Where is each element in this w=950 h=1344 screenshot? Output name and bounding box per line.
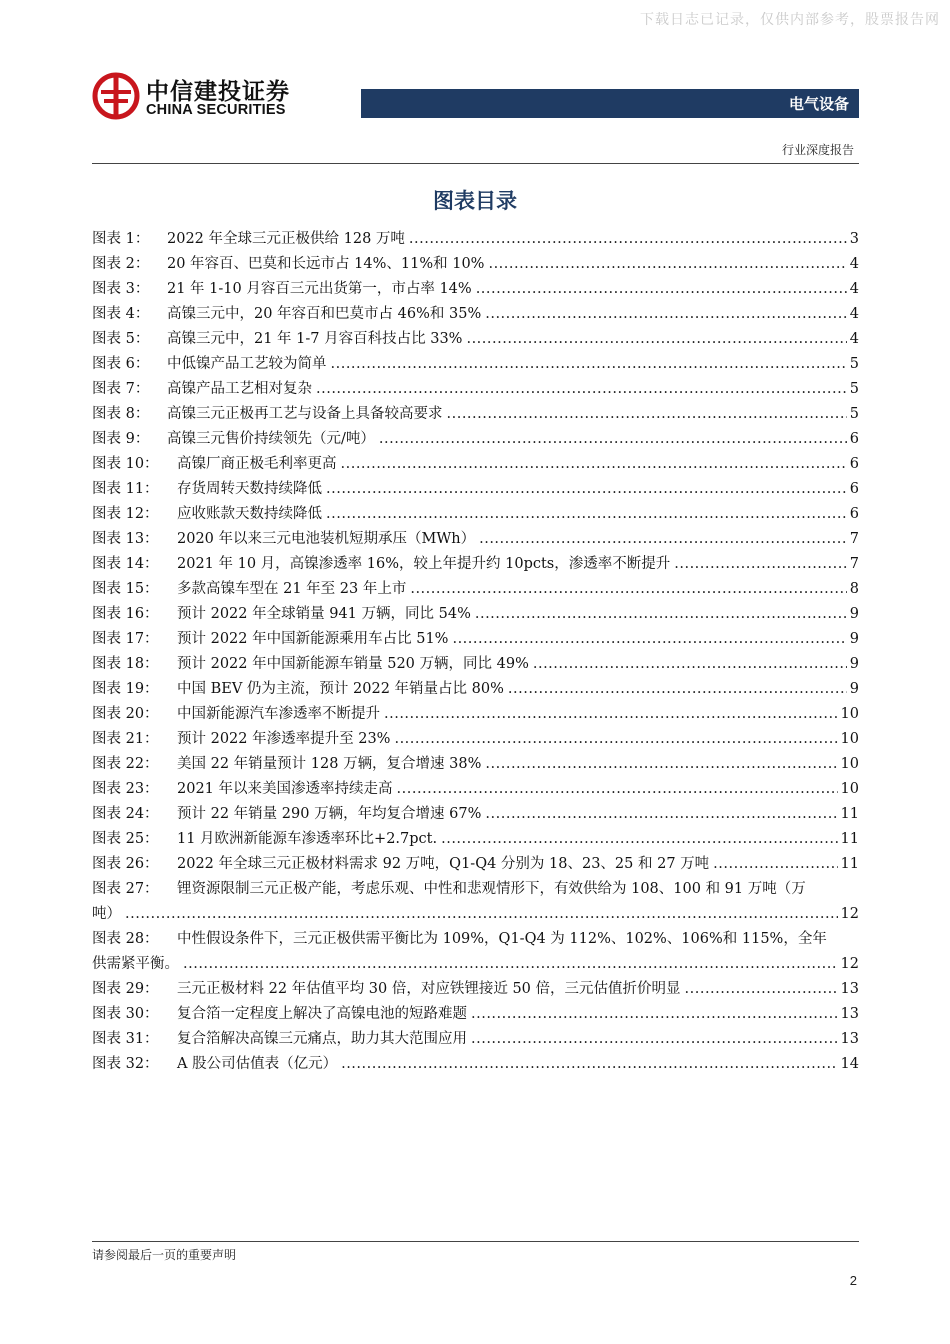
toc-entry[interactable] bbox=[92, 927, 859, 977]
toc-entry-page: 4 bbox=[849, 331, 859, 347]
toc-leader-dots bbox=[441, 827, 837, 852]
toc-entry-title: 2022 年全球三元正极材料需求 92 万吨，Q1-Q4 分别为 18、23、25 和 27 万吨 bbox=[177, 856, 710, 872]
toc-entry-title: 11 月欧洲新能源车渗透率环比+2.7pct. bbox=[177, 831, 438, 847]
toc-leader-dots bbox=[331, 352, 847, 377]
toc-entry-title: 高镍三元正极再工艺与设备上具备较高要求 bbox=[167, 406, 443, 422]
toc-entry-label: 图表 18： bbox=[92, 656, 159, 672]
toc-entry-label: 图表 6： bbox=[92, 356, 150, 372]
toc-entry-page: 10 bbox=[840, 731, 859, 747]
toc-leader-dots bbox=[485, 302, 847, 327]
toc-leader-dots bbox=[533, 652, 847, 677]
toc-entry-page: 11 bbox=[840, 806, 859, 822]
toc-entry-label: 图表 22： bbox=[92, 756, 159, 772]
toc-entry-label: 图表 3： bbox=[92, 281, 150, 297]
toc-entry-label: 图表 17： bbox=[92, 631, 159, 647]
toc-entry-page: 9 bbox=[849, 681, 859, 697]
toc-leader-dots bbox=[183, 952, 838, 977]
toc-entry-title: 预计 2022 年渗透率提升至 23% bbox=[177, 731, 391, 747]
toc-entry-label: 图表 10： bbox=[92, 456, 159, 472]
toc-leader-dots bbox=[316, 377, 847, 402]
toc-entry-label: 图表 16： bbox=[92, 606, 159, 622]
toc-entry-page: 10 bbox=[840, 706, 859, 722]
toc-entry-page: 9 bbox=[849, 656, 859, 672]
sector-banner bbox=[361, 89, 859, 118]
toc-entry[interactable] bbox=[92, 352, 859, 377]
toc-leader-dots bbox=[409, 227, 847, 252]
toc-entry-page: 8 bbox=[849, 581, 859, 597]
toc-leader-dots bbox=[476, 277, 847, 302]
watermark: 下载日志已记录，仅供内部参考，股票报告网 bbox=[640, 12, 940, 28]
toc-leader-dots bbox=[713, 852, 837, 877]
toc-entry-page: 5 bbox=[849, 406, 859, 422]
toc-leader-dots bbox=[485, 752, 837, 777]
toc-leader-dots bbox=[394, 727, 837, 752]
toc-entry-label: 图表 30： bbox=[92, 1006, 159, 1022]
toc-entry[interactable] bbox=[92, 977, 859, 1002]
toc-entry-title: 高镍厂商正极毛利率更高 bbox=[177, 456, 337, 472]
toc-entry-label: 图表 5： bbox=[92, 331, 150, 347]
toc-entry-label: 图表 4： bbox=[92, 306, 150, 322]
toc-entry[interactable] bbox=[92, 852, 859, 877]
toc-entry-label: 图表 1： bbox=[92, 231, 150, 247]
toc-leader-dots bbox=[447, 402, 847, 427]
toc-entry-page: 6 bbox=[849, 506, 859, 522]
toc-entry-title: 多款高镍车型在 21 年至 23 年上市 bbox=[177, 581, 407, 597]
toc-entry[interactable] bbox=[92, 1027, 859, 1052]
page-number: 2 bbox=[849, 1273, 857, 1288]
toc-entry-page: 6 bbox=[849, 481, 859, 497]
toc-entry-title: 高镍三元中，20 年容百和巴莫市占 46%和 35% bbox=[167, 306, 482, 322]
toc-entry-label: 图表 26： bbox=[92, 856, 159, 872]
toc-entry-page: 5 bbox=[849, 381, 859, 397]
toc-entry-page: 9 bbox=[849, 631, 859, 647]
toc-leader-dots bbox=[379, 427, 847, 452]
brand-name-cn: 中信建投证券 bbox=[146, 79, 290, 105]
toc-entry-title: 中国 BEV 仍为主流，预计 2022 年销量占比 80% bbox=[177, 681, 504, 697]
toc-entry-label: 图表 8： bbox=[92, 406, 150, 422]
toc-entry-title: 预计 2022 年中国新能源车销量 520 万辆，同比 49% bbox=[177, 656, 529, 672]
toc-entry[interactable] bbox=[92, 477, 859, 502]
toc-entry-label: 图表 7： bbox=[92, 381, 150, 397]
toc-entry-page: 13 bbox=[840, 981, 859, 997]
toc-entry-label: 图表 29： bbox=[92, 981, 159, 997]
toc-entry-page: 4 bbox=[849, 281, 859, 297]
header-divider bbox=[92, 163, 859, 164]
toc-leader-dots bbox=[452, 627, 846, 652]
toc-entry-page: 10 bbox=[840, 756, 859, 772]
toc-leader-dots bbox=[488, 252, 846, 277]
sector-label: 电气设备 bbox=[788, 95, 849, 113]
toc-entry-title: 锂资源限制三元正极产能，考虑乐观、中性和悲观情形下，有效供给为 108、100 和 91 万吨（万 bbox=[177, 881, 806, 897]
toc-entry-page: 6 bbox=[849, 431, 859, 447]
toc-entry[interactable] bbox=[92, 677, 859, 702]
toc-entry[interactable] bbox=[92, 602, 859, 627]
toc-entry-page: 3 bbox=[849, 231, 859, 247]
toc-entry[interactable] bbox=[92, 727, 859, 752]
toc-entry[interactable] bbox=[92, 502, 859, 527]
toc-entry-page: 11 bbox=[840, 831, 859, 847]
toc-entry-page: 6 bbox=[849, 456, 859, 472]
toc-entry[interactable] bbox=[92, 777, 859, 802]
toc-entry-title-cont: 供需紧平衡。 bbox=[92, 956, 179, 972]
toc-entry[interactable] bbox=[92, 302, 859, 327]
citic-logo-icon bbox=[92, 72, 140, 120]
toc-entry-page: 9 bbox=[849, 606, 859, 622]
toc-entry-title: 高镍三元中，21 年 1-7 月容百科技占比 33% bbox=[167, 331, 463, 347]
toc-leader-dots bbox=[397, 777, 838, 802]
toc-entry-label: 图表 14： bbox=[92, 556, 159, 572]
toc-entry[interactable] bbox=[92, 227, 859, 252]
toc-entry-title: 复合箔解决高镍三元痛点，助力其大范围应用 bbox=[177, 1031, 467, 1047]
toc-entry-page: 13 bbox=[840, 1006, 859, 1022]
toc-entry-title: 高镍三元售价持续领先（元/吨） bbox=[167, 431, 375, 447]
toc-entry-title: 中性假设条件下，三元正极供需平衡比为 109%，Q1-Q4 为 112%、102%、106%和 115%，全年 bbox=[177, 931, 827, 947]
toc-entry-label: 图表 27： bbox=[92, 881, 159, 897]
toc-leader-dots bbox=[341, 452, 847, 477]
toc-entry-page: 7 bbox=[849, 556, 859, 572]
toc-leader-dots bbox=[485, 802, 837, 827]
toc-entry-title: A 股公司估值表（亿元） bbox=[177, 1056, 338, 1072]
toc-entry[interactable] bbox=[92, 552, 859, 577]
toc-entry[interactable] bbox=[92, 277, 859, 302]
toc-entry-title: 预计 2022 年全球销量 941 万辆，同比 54% bbox=[177, 606, 471, 622]
toc-entry-title: 2021 年 10 月，高镍渗透率 16%，较上年提升约 10pcts，渗透率不断提升 bbox=[177, 556, 671, 572]
toc-leader-dots bbox=[410, 577, 846, 602]
toc-entry-page: 12 bbox=[840, 906, 859, 922]
toc-entry-label: 图表 15： bbox=[92, 581, 159, 597]
toc-entry[interactable] bbox=[92, 527, 859, 552]
toc-entry-label: 图表 20： bbox=[92, 706, 159, 722]
toc-entry-title: 美国 22 年销量预计 128 万辆，复合增速 38% bbox=[177, 756, 482, 772]
toc-entry-title: 20 年容百、巴莫和长远市占 14%、11%和 10% bbox=[167, 256, 485, 272]
toc-entry-title: 高镍产品工艺相对复杂 bbox=[167, 381, 312, 397]
toc-entry-title: 2020 年以来三元电池装机短期承压（MWh） bbox=[177, 531, 476, 547]
toc-leader-dots bbox=[685, 977, 838, 1002]
toc-entry[interactable] bbox=[92, 377, 859, 402]
toc-leader-dots bbox=[326, 477, 847, 502]
toc-entry-page: 5 bbox=[849, 356, 859, 372]
toc-title: 图表目录 bbox=[433, 189, 517, 213]
toc-entry-label: 图表 11： bbox=[92, 481, 159, 497]
toc-entry-title: 中低镍产品工艺较为简单 bbox=[167, 356, 327, 372]
toc-leader-dots bbox=[471, 1002, 838, 1027]
toc-entry-page: 10 bbox=[840, 781, 859, 797]
toc-leader-dots bbox=[479, 527, 847, 552]
toc-entry[interactable] bbox=[92, 1052, 859, 1077]
toc-entry-page: 13 bbox=[840, 1031, 859, 1047]
toc-entry-label: 图表 13： bbox=[92, 531, 159, 547]
toc-leader-dots bbox=[341, 1052, 837, 1077]
toc-entry-title: 复合箔一定程度上解决了高镍电池的短路难题 bbox=[177, 1006, 467, 1022]
toc-entry-title: 2022 年全球三元正极供给 128 万吨 bbox=[167, 231, 405, 247]
toc-leader-dots bbox=[475, 602, 847, 627]
toc-entry-page: 4 bbox=[849, 306, 859, 322]
toc-leader-dots bbox=[508, 677, 847, 702]
toc-leader-dots bbox=[125, 902, 838, 927]
toc-entry[interactable] bbox=[92, 327, 859, 352]
toc-entry-page: 11 bbox=[840, 856, 859, 872]
toc-leader-dots bbox=[326, 502, 847, 527]
toc-entry-label: 图表 2： bbox=[92, 256, 150, 272]
footer-divider bbox=[92, 1241, 859, 1242]
toc-entry[interactable] bbox=[92, 402, 859, 427]
toc-leader-dots bbox=[466, 327, 846, 352]
toc-entry[interactable] bbox=[92, 1002, 859, 1027]
toc-entry-title: 存货周转天数持续降低 bbox=[177, 481, 322, 497]
toc-leader-dots bbox=[384, 702, 838, 727]
report-type: 行业深度报告 bbox=[781, 143, 854, 157]
toc-entry[interactable] bbox=[92, 652, 859, 677]
brand-name-en: CHINA SECURITIES bbox=[146, 102, 286, 118]
toc-entry-title: 中国新能源汽车渗透率不断提升 bbox=[177, 706, 380, 722]
toc-list bbox=[92, 227, 859, 1077]
toc-entry-label: 图表 23： bbox=[92, 781, 159, 797]
toc-entry-label: 图表 19： bbox=[92, 681, 159, 697]
toc-leader-dots bbox=[674, 552, 847, 577]
toc-entry-title: 21 年 1-10 月容百三元出货第一，市占率 14% bbox=[167, 281, 472, 297]
toc-entry-label: 图表 24： bbox=[92, 806, 159, 822]
toc-leader-dots bbox=[471, 1027, 838, 1052]
toc-entry-label: 图表 31： bbox=[92, 1031, 159, 1047]
toc-entry[interactable] bbox=[92, 252, 859, 277]
toc-entry-title: 应收账款天数持续降低 bbox=[177, 506, 322, 522]
toc-entry-page: 4 bbox=[849, 256, 859, 272]
toc-entry-label: 图表 28： bbox=[92, 931, 159, 947]
footer-disclaimer: 请参阅最后一页的重要声明 bbox=[92, 1248, 237, 1262]
toc-entry-page: 12 bbox=[840, 956, 859, 972]
toc-entry[interactable] bbox=[92, 627, 859, 652]
toc-entry[interactable] bbox=[92, 577, 859, 602]
toc-entry-title: 预计 2022 年中国新能源乘用车占比 51% bbox=[177, 631, 449, 647]
toc-entry-label: 图表 12： bbox=[92, 506, 159, 522]
toc-entry-title-cont: 吨） bbox=[92, 906, 121, 922]
toc-entry-page: 7 bbox=[849, 531, 859, 547]
toc-entry-label: 图表 25： bbox=[92, 831, 159, 847]
toc-entry[interactable] bbox=[92, 877, 859, 927]
toc-entry[interactable] bbox=[92, 827, 859, 852]
toc-entry[interactable] bbox=[92, 802, 859, 827]
toc-entry-label: 图表 9： bbox=[92, 431, 150, 447]
toc-entry-label: 图表 32： bbox=[92, 1056, 159, 1072]
toc-entry[interactable] bbox=[92, 427, 859, 452]
toc-entry-title: 预计 22 年销量 290 万辆，年均复合增速 67% bbox=[177, 806, 482, 822]
company-logo bbox=[92, 72, 302, 124]
toc-entry-title: 2021 年以来美国渗透率持续走高 bbox=[177, 781, 393, 797]
toc-entry-label: 图表 21： bbox=[92, 731, 159, 747]
toc-entry-title: 三元正极材料 22 年估值平均 30 倍，对应铁锂接近 50 倍，三元估值折价明显 bbox=[177, 981, 681, 997]
toc-entry-page: 14 bbox=[840, 1056, 859, 1072]
toc-entry[interactable] bbox=[92, 752, 859, 777]
toc-entry[interactable] bbox=[92, 452, 859, 477]
toc-entry[interactable] bbox=[92, 702, 859, 727]
